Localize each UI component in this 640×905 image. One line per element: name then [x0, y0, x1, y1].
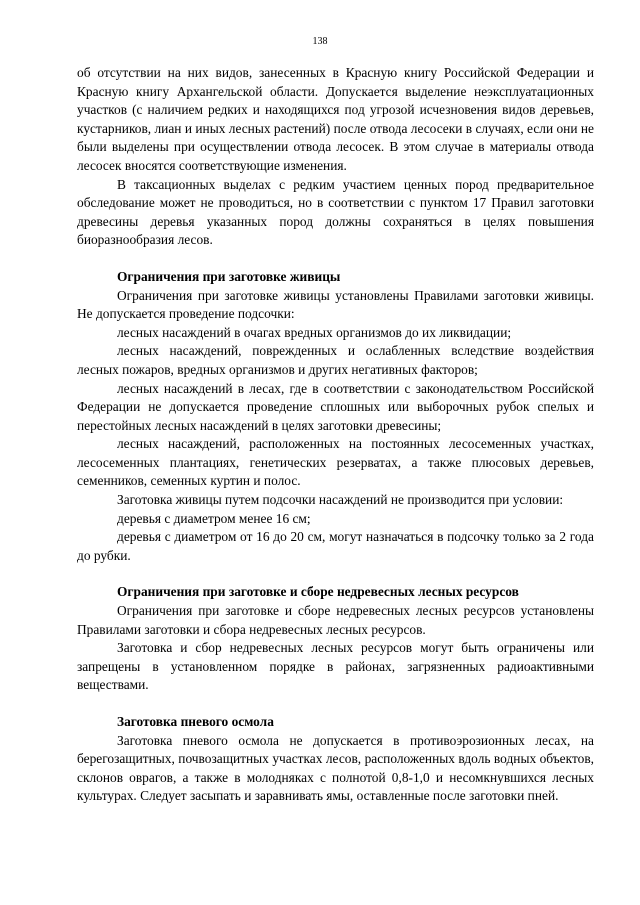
paragraph: деревья с диаметром менее 16 см; [117, 510, 311, 526]
paragraph: лесных насаждений, расположенных на постоянных лесосеменных участках, лесосеменных плантациях, генетических резерватах, а также плюсовых деревьев, семенников, семенных куртин и полос. [77, 436, 594, 489]
page-number: 138 [312, 36, 328, 47]
paragraph: Ограничения при заготовке и сборе недревесных лесных ресурсов установлены Правилами заготовки и сбора недревесных лесных ресурсов. [77, 603, 594, 637]
paragraph: В таксационных выделах с редким участием ценных пород предварительное обследование может не проводиться, но в соответствии с пунктом 17 Правил заготовки древесины деревья указанных пород должны сохраняться в целях повышения биоразнообразия лесов. [77, 176, 594, 248]
paragraph: лесных насаждений, поврежденных и ослабленных вследствие воздействия лесных пожаров, вредных организмов и других негативных факторов; [77, 343, 594, 377]
paragraph: Заготовка и сбор недревесных лесных ресурсов могут быть ограничены или запрещены в установленном порядке в районах, загрязненных радиоактивными веществами. [77, 640, 594, 693]
section-heading: Ограничения при заготовке живицы [117, 268, 341, 284]
section-heading: Заготовка пневого осмола [117, 714, 274, 729]
document-body [77, 64, 594, 806]
paragraph: Заготовка живицы путем подсочки насаждений не производится при условии: [117, 492, 564, 508]
paragraph: лесных насаждений в лесах, где в соответствии с законодательством Российской Федерации не допускается проведение сплошных или выборочных рубок спелых и перестойных лесных насаждений в целях заготовки древесины; [77, 380, 594, 433]
section-heading: Ограничения при заготовке и сборе недревесных лесных ресурсов [117, 584, 519, 600]
paragraph: Заготовка пневого осмола не допускается в противоэрозионных лесах, на берегозащитных, почвозащитных участках лесов, расположенных вдоль водных объектов, склонов оврагов, а также в молодняках с полнотой 0,8-1,0 и несомкнувшихся лесных культурах. Следует засыпать и заравнивать ямы, оставленные после заготовки пней. [77, 732, 594, 804]
paragraph: деревья с диаметром от 16 до 20 см, могут назначаться в подсочку только за 2 года до рубки. [77, 529, 594, 563]
paragraph: лесных насаждений в очагах вредных организмов до их ликвидации; [117, 324, 512, 340]
paragraph: об отсутствии на них видов, занесенных в Красную книгу Российской Федерации и Красную книгу Архангельской области. Допускается выделение неэксплуатационных участков (с наличием редких и находящихся под угрозой исчезновения видов деревьев, кустарников, лиан и иных лесных растений) после отвода лесосеки в случаях, если они не были выделены при осуществлении отвода лесосек. В этом случае в материалы отвода лесосек вносятся соответствующие изменения. [77, 65, 594, 173]
paragraph: Ограничения при заготовке живицы установлены Правилами заготовки живицы. Не допускается проведение подсочки: [77, 287, 594, 322]
